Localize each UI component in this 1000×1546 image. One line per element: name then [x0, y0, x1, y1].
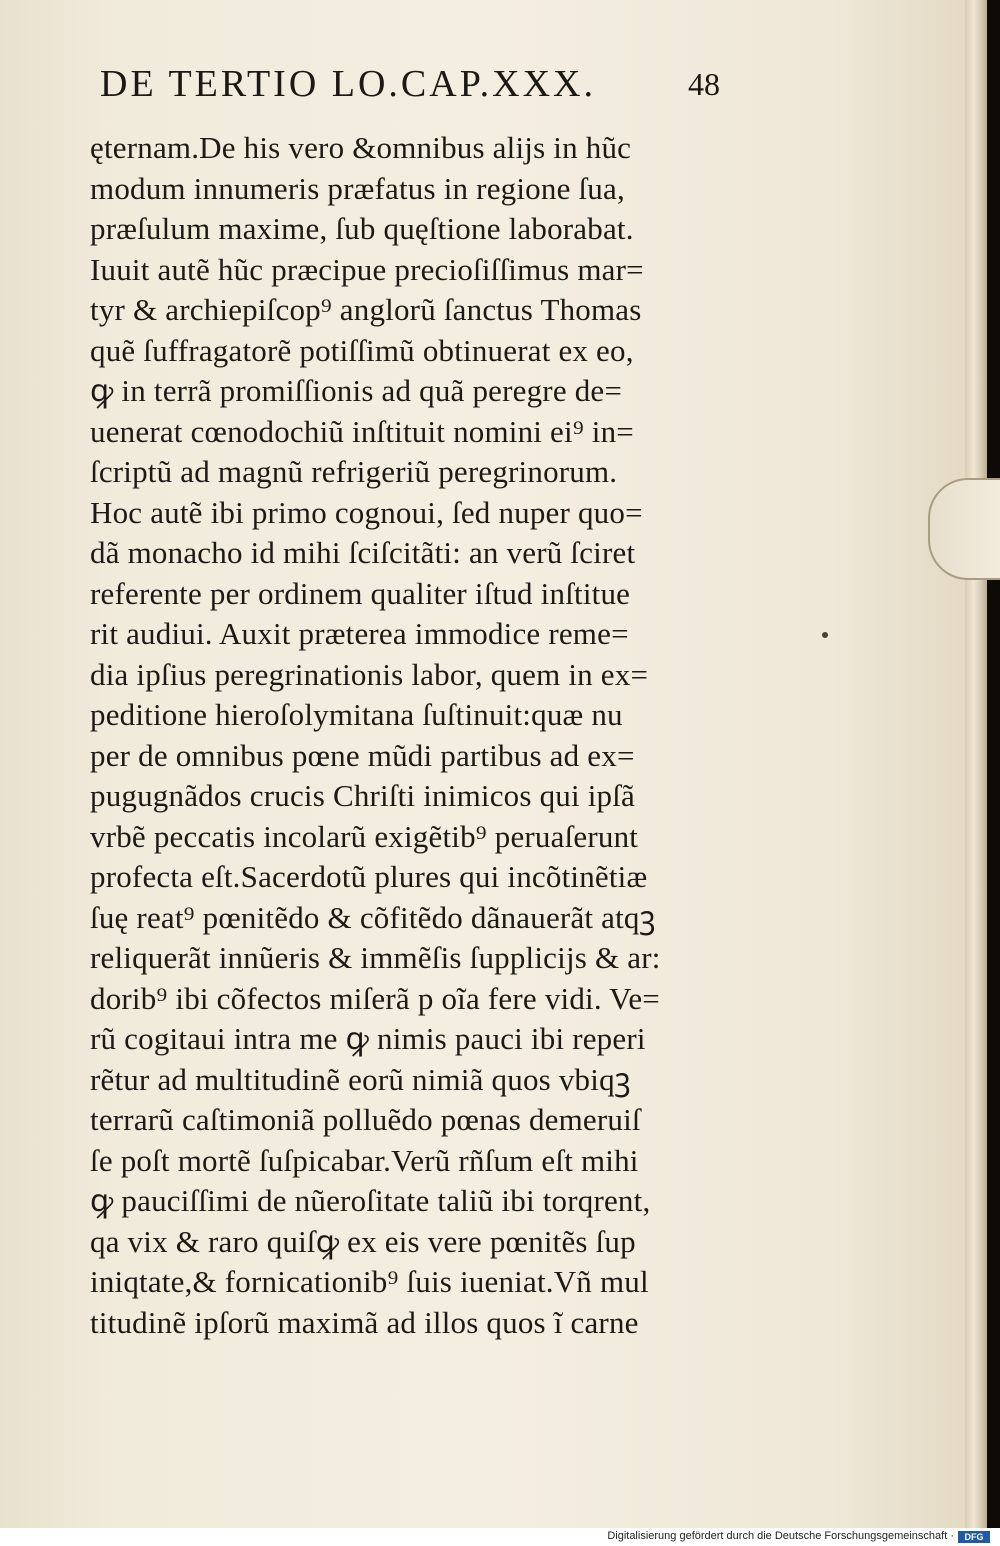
text-line: vrbẽ peccatis incolarũ exigẽtib⁹ peruaſerunt [90, 818, 639, 854]
text-line: peditione hieroſolymitana ſuſtinuit:quæ nu [90, 697, 623, 732]
running-head: DE TERTIO LO.CAP.XXX. [100, 63, 596, 105]
text-line: rũ cogitaui intra me ꝙ nimis pauci ibi reperi [90, 1021, 646, 1056]
page-clip [928, 478, 1000, 580]
text-line: dorib⁹ ibi cõfectos miſerã p oĩa fere vidi. Ve= [90, 980, 660, 1016]
text-line: dã monacho id mihi ſciſcitãti: an verũ ſciret [90, 535, 636, 570]
footer-bar [0, 1528, 1000, 1546]
funding-credit: Digitalisierung gefördert durch die Deutsche Forschungsgemeinschaft · [607, 1530, 954, 1542]
text-line: ſcriptũ ad magnũ refrigeriũ peregrinorum. [90, 454, 618, 489]
text-line: quẽ ſuffragatorẽ potiſſimũ obtinuerat ex eo, [90, 332, 634, 368]
text-line: titudinẽ ipſorũ maximã ad illos quos ĩ carne [90, 1304, 639, 1340]
text-line: ęternam.De his vero &omnibus alijs in hũc [90, 130, 632, 165]
text-block [90, 128, 790, 1343]
text-line: Iuuit autẽ hũc præcipue precioſiſſimus mar= [90, 251, 644, 287]
ink-spot [822, 632, 828, 638]
text-line: pugugnãdos crucis Chriſti inimicos qui ipſã [90, 778, 636, 813]
text-line: Hoc autẽ ibi primo cognoui, ſed nuper quo= [90, 494, 643, 530]
text-line: ꝙ in terrã promiſſionis ad quã peregre de= [90, 373, 623, 408]
text-line: rẽtur ad multitudinẽ eorũ nimiã quos vbiqꝫ [90, 1061, 631, 1097]
text-line: qa vix & raro quiſꝙ ex eis vere pœnitẽs ſup [90, 1223, 636, 1259]
text-line: rit audiui. Auxit præterea immodice reme= [90, 616, 629, 651]
text-line: tyr & archiepiſcop⁹ anglorũ ſanctus Thomas [90, 292, 642, 327]
text-line: ſe poſt mortẽ ſuſpicabar.Verũ rñſum eſt mihi [90, 1142, 639, 1178]
text-line: uenerat cœnodochiũ inſtituit nomini ei⁹ in= [90, 413, 634, 449]
text-line: dia ipſius peregrinationis labor, quem in ex= [90, 656, 649, 692]
text-line: per de omnibus pœne mũdi partibus ad ex= [90, 737, 635, 773]
text-line: profecta eſt.Sacerdotũ plures qui incõtinẽtiæ [90, 859, 648, 894]
text-line: terrarũ caſtimoniã polluẽdo pœnas demeruiſ [90, 1102, 641, 1137]
text-line: ꝙ pauciſſimi de nũeroſitate taliũ ibi torqrent, [90, 1183, 651, 1218]
text-line: reliquerãt innũeris & immẽſis ſupplicijs & ar: [90, 940, 661, 975]
text-line: referente per ordinem qualiter iſtud inſtitue [90, 575, 631, 611]
text-line: iniqtate,& fornicationib⁹ ſuis iueniat.Vñ mul [90, 1264, 649, 1299]
page-edge [965, 0, 987, 1528]
text-line: præſulum maxime, ſub quęſtione laborabat. [90, 211, 634, 246]
text-line: modum innumeris præfatus in regione ſua, [90, 170, 625, 206]
dfg-logo: DFG [958, 1531, 990, 1543]
page-number: 48 [688, 66, 720, 102]
text-line: ſuę reat⁹ pœnitẽdo & cõfitẽdo dãnauerãt atqꝫ [90, 899, 656, 935]
